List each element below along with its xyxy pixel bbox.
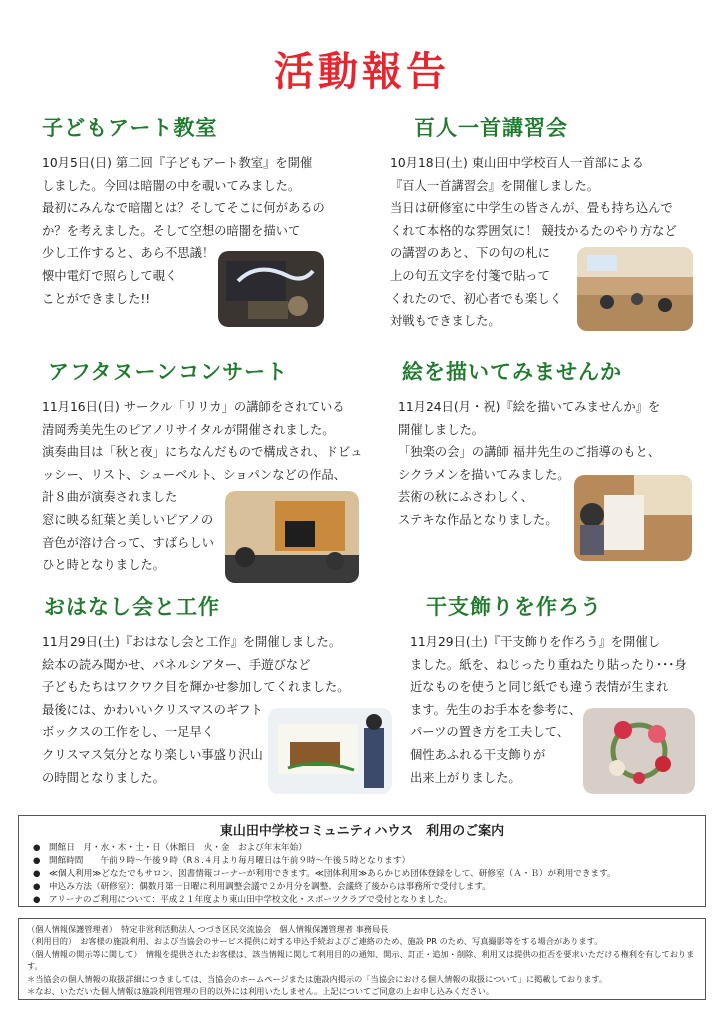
info-row [33, 842, 691, 855]
photo-painting-class [574, 475, 692, 561]
section-heading: 子どもアート教室 [42, 116, 218, 140]
info-row [33, 868, 691, 881]
bullet-icon: ● [33, 856, 41, 866]
info-row-text: 開館時間 午前９時〜午後９時（R８.４月より毎月曜日は午前９時〜午後５時となります） [49, 856, 411, 866]
privacy-row: ＊なお、いただいた個人情報は施設利用管理の目的以外には利用いたしません。上記についてご同意の上お申し込みください。 [27, 986, 495, 997]
photo-karuta-session [577, 247, 693, 331]
section-body: 11月24日(月・祝)『絵を描いてみませんか』を 開催しました。 「独楽の会」の講師 福井先生のご指導のもと、 シクラメンを描いてみました。 芸術の秋にふさわしく、 ステキな作品となりました。 [398, 400, 661, 527]
section-heading: おはなし会と工作 [44, 595, 220, 619]
section-heading: 百人一首講習会 [414, 116, 568, 140]
photo-eto-decoration [583, 708, 695, 794]
privacy-row: （個人情報保護管理者） 特定非営利活動法人 つづき区民交流協会 個人情報保護管理者 事務局長 [27, 924, 389, 934]
section-body: 11月29日(土)『おはなし会と工作』を開催しました。 絵本の読み聞かせ、パネルシアター、手遊びなど 子どもたちはワクワク目を輝かせ参加してくれました。 最後には、かわいいクリスマスのギフト ボックスの工作をし、一足早く クリスマス気分となり楽しい事盛り沢山 の時間となりました。 [42, 635, 350, 785]
section-body: 11月29日(土)『干支飾りを作ろう』を開催し ました。紙を、ねじったり重ねたり貼ったり･･･身 近なものを使うと同じ紙でも違う表情が生まれ ます。先生のお手本を参考に、 パーツの置き方を工夫して、 個性あふれる干支飾りが 出来上がりました。 [410, 635, 687, 785]
info-row [33, 894, 691, 907]
privacy-notice-box [18, 918, 706, 1000]
section-heading: 干支飾りを作ろう [426, 595, 602, 619]
privacy-row: （個人情報の開示等に関して） 情報を提供されたお客様は、該当情報に関して利用目的の通知、開示、訂正・追加・削除、利用又は提供の拒否を要求いただける権利を有しております。 [27, 948, 695, 972]
section-body: 11月16日(日) サークル「リリカ」の講師をされている 清岡秀美先生のピアノリサイタルが開催されました。 演奏曲目は「秋と夜」にちなんだもので構成され、ドビュ ッシー、リスト、シューベルト、ショパンなどの作品、 計８曲が演奏されました 窓に映る紅葉と美しいピアノの 音色が溶け合って、すばらしい ひと時となりました。 [42, 400, 363, 573]
bullet-icon: ● [33, 882, 41, 892]
bullet-icon: ● [33, 869, 41, 879]
bullet-icon: ● [33, 843, 41, 853]
info-row-text: アリーナのご利用について：平成２１年度より東山田中学校文化・スポーツクラブで受付となりました。 [49, 895, 453, 905]
photo-piano-recital [225, 491, 359, 583]
privacy-row: （利用目的） お客様の施設利用、および当協会のサービス提供に対する申込手続およびご連絡のため、施設 PR のため、写真撮影等をする場合があります。 [27, 936, 603, 947]
info-row-text: 開館日 月・水・木・土・日（休館日 火・金 および年末年始） [49, 843, 307, 853]
info-row [33, 881, 691, 894]
photo-storytelling [268, 708, 392, 794]
privacy-row: ＊当協会の個人情報の取扱詳細につきましては、当協会のホームページまたは施設内掲示の「当協会における個人情報の取扱について」に掲載しております。 [27, 973, 608, 984]
info-row-text: ≪個人利用≫どなたでもサロン、図書情報コーナーが利用できます。≪団体利用≫あらかじめ団体登録をして、研修室（Ａ・Ｂ）が利用できます。 [49, 869, 616, 879]
bullet-icon: ● [33, 895, 41, 905]
page-title: 活動報告 [274, 49, 450, 95]
photo-art-class [218, 251, 324, 327]
section-body: 10月5日(日) 第二回『子どもアート教室』を開催 しました。今回は暗闇の中を覗いてみました。 最初にみんなで暗闇とは？そしてそこに何があるの か？を考えました。そして空想の暗闇を描いて 少し工作すると、あら不思議！ 懐中電灯で照らして覗く ことができました!! [42, 156, 325, 306]
info-row-text: 申込み方法（研修室）：偶数月第一日曜に利用調整会議で２か月分を調整、会議終了後からは事務所で受付します。 [49, 882, 491, 892]
info-row [33, 855, 691, 868]
section-heading: 絵を描いてみませんか [402, 360, 622, 384]
info-title: 東山田中学校コミュニティハウス 利用のご案内 [219, 824, 505, 839]
section-body: 10月18日(土) 東山田中学校百人一首部による 『百人一首講習会』を開催しました。 当日は研修室に中学生の皆さんが、畳も持ち込んで くれて本格的な雰囲気に！ 競技かるたのやり方など の講習のあと、下の句の札に 上の句五文字を付箋で貼って くれたので、初心者でも楽しく 対戦もできました。 [390, 156, 677, 329]
section-heading: アフタヌーンコンサート [48, 360, 289, 384]
usage-info-box [18, 815, 706, 907]
